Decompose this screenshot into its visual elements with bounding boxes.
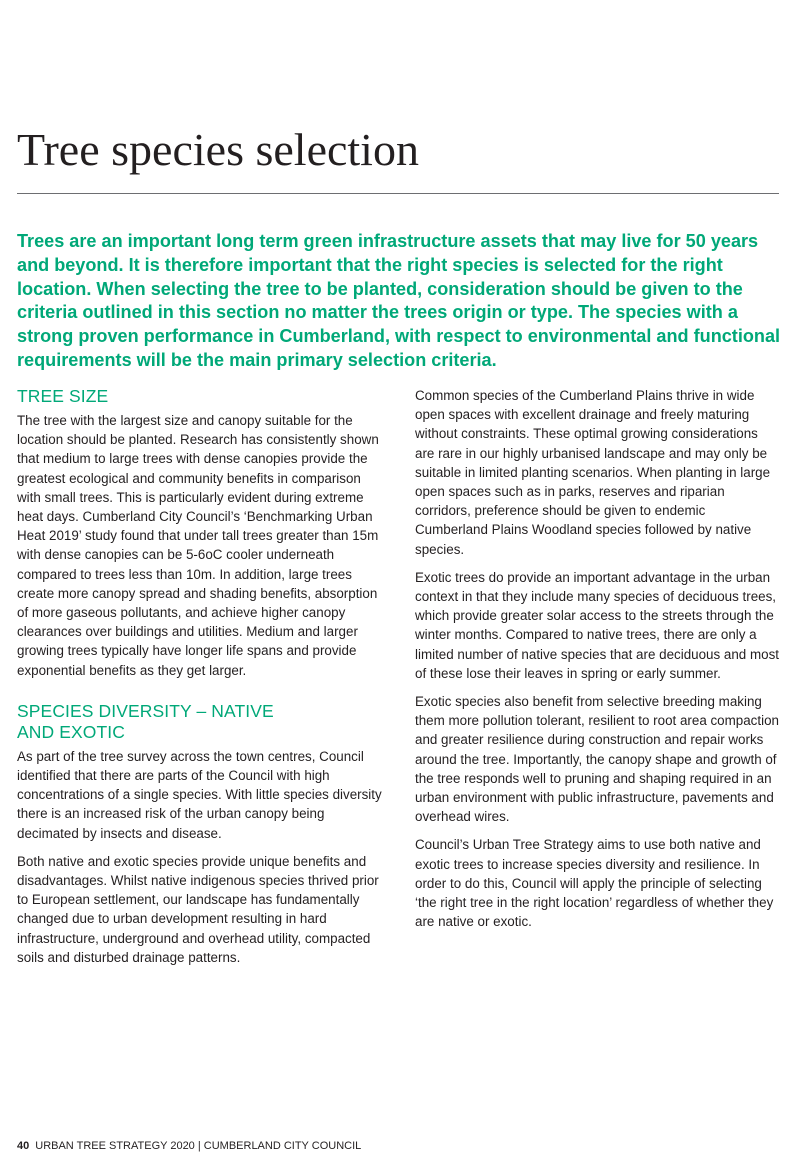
right-column bbox=[415, 386, 785, 940]
page-number: 40 bbox=[17, 1140, 30, 1152]
species-diversity-section bbox=[17, 701, 387, 967]
strategy-paragraph: Council’s Urban Tree Strategy aims to use both native and exotic trees to increase species diversity and resilience. In order to do this, Council will apply the principle of selecting ‘the right tree in the right location’ regardless of whether they are native or exotic. bbox=[415, 837, 774, 930]
exotic-trees-paragraph: Exotic trees do provide an important advantage in the urban context in that they include many species of deciduous trees, which provide greater solar access to the streets through the winter months. Compared to native trees, there are only a limited number of native species that are deciduous and most of these lose their leaves in spring or early summer. bbox=[415, 569, 779, 681]
species-diversity-heading-line2: AND EXOTIC bbox=[17, 721, 125, 742]
footer-text: URBAN TREE STRATEGY 2020 | CUMBERLAND CITY COUNCIL bbox=[35, 1140, 362, 1152]
title-divider bbox=[17, 193, 779, 194]
cumberland-plains-paragraph: Common species of the Cumberland Plains thrive in wide open spaces with excellent drainage and freely maturing without constraints. These optimal growing considerations are rare in our highly urbanised landscape and may only be suitable in limited planting scenarios. When planting in large open spaces such as in parks, reserves and riparian corridors, preference should be given to endemic Cumberland Plains Woodland species followed by native species. bbox=[415, 388, 771, 557]
intro-paragraph: Trees are an important long term green infrastructure assets that may live for 50 years and beyond. It is therefore important that the right species is selected for the right location. When selecting the tree to be planted, consideration should be given to the criteria outlined in this section no matter the trees origin or type. The species with a strong proven performance in Cumberland, with respect to environmental and functional requirements will be the main primary selection criteria. bbox=[17, 231, 781, 370]
species-diversity-paragraph-2: Both native and exotic species provide unique benefits and disadvantages. Whilst native indigenous species thrived prior to European settlement, our landscape has fundamentally changed due to urban development resulting in hard infrastructure, underground and overhead utility, compacted soils and disturbed drainage patterns. bbox=[17, 853, 379, 965]
tree-size-heading: TREE SIZE bbox=[17, 386, 109, 406]
page-footer bbox=[17, 1139, 361, 1153]
species-diversity-heading bbox=[17, 701, 387, 743]
tree-size-section bbox=[17, 386, 387, 680]
species-diversity-heading-line1: SPECIES DIVERSITY – NATIVE bbox=[17, 700, 274, 721]
left-column bbox=[17, 386, 387, 976]
tree-size-paragraph: The tree with the largest size and canopy suitable for the location should be planted. Research has consistently shown that medium to large trees with dense canopies provide the greatest ecological and community benefits in comparison with small trees. This is particularly evident during extreme heat days. Cumberland City Council’s ‘Benchmarking Urban Heat 2019’ study found that under tall trees greater than 15m with dense canopies can be 5-6oC cooler underneath compared to trees less than 10m. In addition, large trees create more canopy spread and shading benefits, absorption of more gaseous pollutants, and achieve higher canopy clearances over buildings and utilities. Medium and larger growing trees typically have longer life spans and provide exponential benefits as they get larger. bbox=[17, 413, 379, 678]
exotic-breeding-paragraph: Exotic species also benefit from selective breeding making them more pollution tolerant, resilient to root area compaction and greater resilience during construction and repair works around the tree. Importantly, the canopy shape and growth of the tree responds well to pruning and shaping required in an urban environment with public infrastructure, pavements and overhead wires. bbox=[415, 694, 779, 825]
page-title: Tree species selection bbox=[17, 124, 419, 175]
species-diversity-paragraph-1: As part of the tree survey across the town centres, Council identified that there are parts of the Council with high concentrations of a single species. With little species diversity there is an increased risk of the urban canopy being decimated by insects and disease. bbox=[17, 748, 382, 841]
